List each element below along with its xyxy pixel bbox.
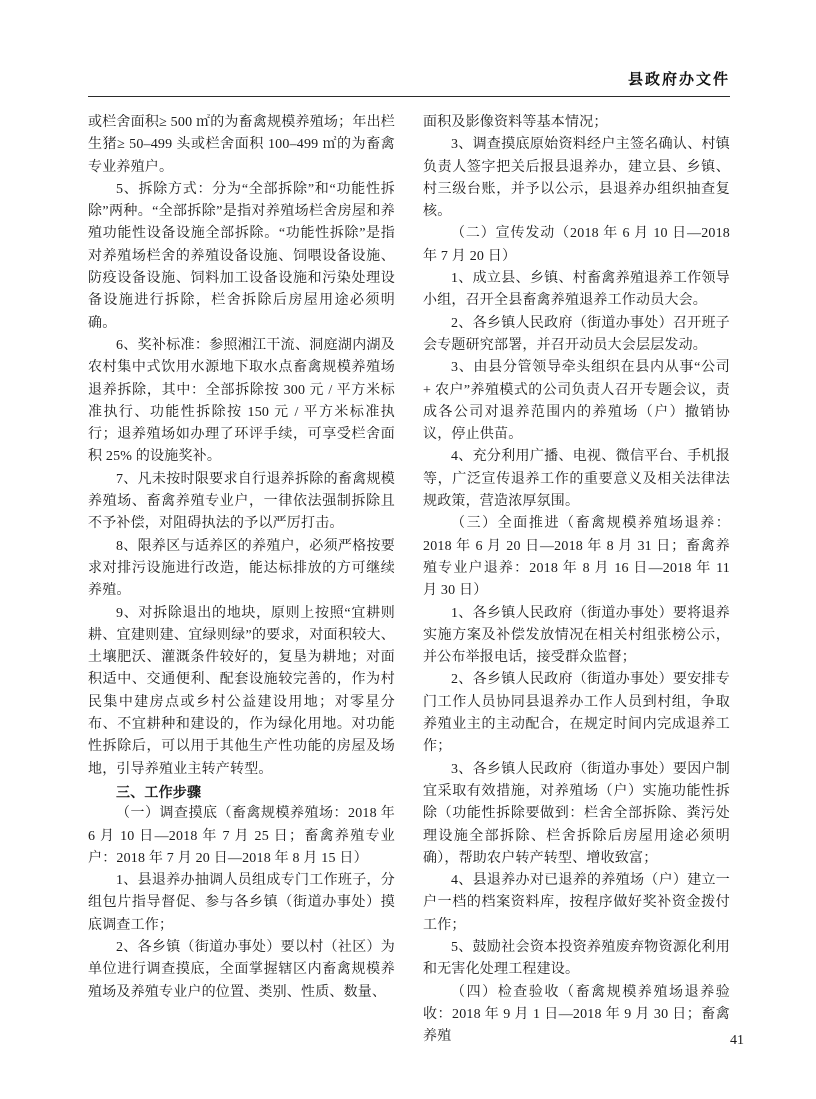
- paragraph: 1、成立县、乡镇、村畜禽养殖退养工作领导小组，召开全县畜禽养殖退养工作动员大会。: [423, 271, 730, 309]
- page-number: 41: [730, 1033, 744, 1048]
- paragraph: 6、奖补标准：参照湘江干流、洞庭湖内湖及农村集中式饮用水源地下取水点畜禽规模养殖场退养拆除，其中：全部拆除按 300 元 / 平方米标准执行、功能性拆除按 150 元 / 平方米标准执行；退养殖场如办理了环评手续，可享受栏舍面积 25% 的设施奖补。: [88, 337, 395, 465]
- paragraph: 3、调查摸底原始资料经户主签名确认、村镇负责人签字把关后报县退养办，建立县、乡镇、村三级台账，并予以公示，县退养办组织抽查复核。: [423, 137, 730, 220]
- page-header: [88, 68, 730, 97]
- paragraph: 面积及影像资料等基本情况；: [423, 115, 608, 130]
- paragraph: （四）检查验收（畜禽规模养殖场退养验收：2018 年 9 月 1 日—2018 年 9 月 30 日；畜禽养殖: [423, 984, 730, 1045]
- paragraph: 3、由县分管领导牵头组织在县内从事“公司 + 农户”养殖模式的公司负责人召开专题会议，责成各公司对退养范围内的养殖场（户）撤销协议，停止供苗。: [423, 360, 730, 443]
- paragraph: 2、各乡镇人民政府（街道办事处）要安排专门工作人员协同县退养办工作人员到村组，争取养殖业主的主动配合，在规定时间内完成退养工作；: [423, 672, 730, 755]
- paragraph: 4、充分利用广播、电视、微信平台、手机报等，广泛宣传退养工作的重要意义及相关法律法规政策，营造浓厚氛围。: [423, 449, 730, 510]
- header-title: 县政府办文件: [627, 71, 730, 88]
- paragraph: 5、鼓励社会资本投资养殖废弃物资源化利用和无害化处理工程建设。: [423, 939, 730, 978]
- paragraph: （二）宣传发动（2018 年 6 月 10 日—2018 年 7 月 20 日）: [423, 226, 730, 264]
- column-left: [88, 112, 395, 1048]
- paragraph: 5、拆除方式：分为“全部拆除”和“功能性拆除”两种。“全部拆除”是指对养殖场栏舍房屋和养殖功能性设备设施全部拆除。“功能性拆除”是指对养殖场栏舍的养殖设备设施、饲喂设备设施、防疫设备设施、饲料加工设备设施和污染处理设备设施进行拆除，栏舍拆除后房屋用途必须明确。: [88, 181, 395, 331]
- paragraph: 2、各乡镇人民政府（街道办事处）召开班子会专题研究部署，并召开动员大会层层发动。: [423, 315, 730, 353]
- paragraph: 1、各乡镇人民政府（街道办事处）要将退养实施方案及补偿发放情况在相关村组张榜公示，并公布举报电话，接受群众监督；: [423, 605, 730, 666]
- paragraph: 7、凡未按时限要求自行退养拆除的畜禽规模养殖场、畜禽养殖专业户，一律依法强制拆除且不予补偿，对阻碍执法的予以严厉打击。: [88, 471, 395, 532]
- paragraph: （一）调查摸底（畜禽规模养殖场：2018 年 6 月 10 日—2018 年 7 月 25 日；畜禽养殖专业户：2018 年 7 月 20 日—2018 年 8 月 15 日）: [88, 806, 395, 866]
- paragraph: 9、对拆除退出的地块，原则上按照“宜耕则耕、宜建则建、宜绿则绿”的要求，对面积较大、土壤肥沃、灌溉条件较好的，复垦为耕地；对面积适中、交通便利、配套设施较完善的，作为村民集中建房点或乡村公益建设用地；对零星分布、不宜耕种和建设的，作为绿化用地。对功能性拆除后，可以用于其他生产性功能的房屋及场地，引导养殖业主转产转型。: [88, 605, 395, 777]
- text-columns: [88, 112, 730, 1048]
- paragraph: 8、限养区与适养区的养殖户，必须严格按要求对排污设施进行改造，能达标排放的方可继续养殖。: [88, 538, 395, 599]
- paragraph: 4、县退养办对已退养的养殖场（户）建立一户一档的档案资料库，按程序做好奖补资金拨付工作；: [423, 873, 730, 933]
- paragraph: （三）全面推进（畜禽规模养殖场退养：2018 年 6 月 20 日—2018 年 8 月 31 日；畜禽养殖专业户退养：2018 年 8 月 16 日—2018 年 11 月 30 日）: [423, 516, 730, 599]
- column-right: [423, 112, 730, 1048]
- paragraph: 3、各乡镇人民政府（街道办事处）要因户制宜采取有效措施，对养殖场（户）实施功能性拆除（功能性拆除要做到：栏舍全部拆除、粪污处理设施全部拆除、栏舍拆除后房屋用途必须明确），帮助农户转产转型、增收致富；: [423, 761, 730, 866]
- paragraph: 或栏舍面积≥ 500 ㎡的为畜禽规模养殖场；年出栏生猪≥ 50–499 头或栏舍面积 100–499 ㎡的为畜禽专业养殖户。: [88, 115, 395, 175]
- paragraph: 2、各乡镇（街道办事处）要以村（社区）为单位进行调查摸底，全面掌握辖区内畜禽规模养殖场及养殖专业户的位置、类别、性质、数量、: [88, 939, 395, 1000]
- paragraph: 1、县退养办抽调人员组成专门工作班子，分组包片指导督促、参与各乡镇（街道办事处）摸底调查工作；: [88, 873, 395, 933]
- section-heading: 三、工作步骤: [116, 783, 202, 800]
